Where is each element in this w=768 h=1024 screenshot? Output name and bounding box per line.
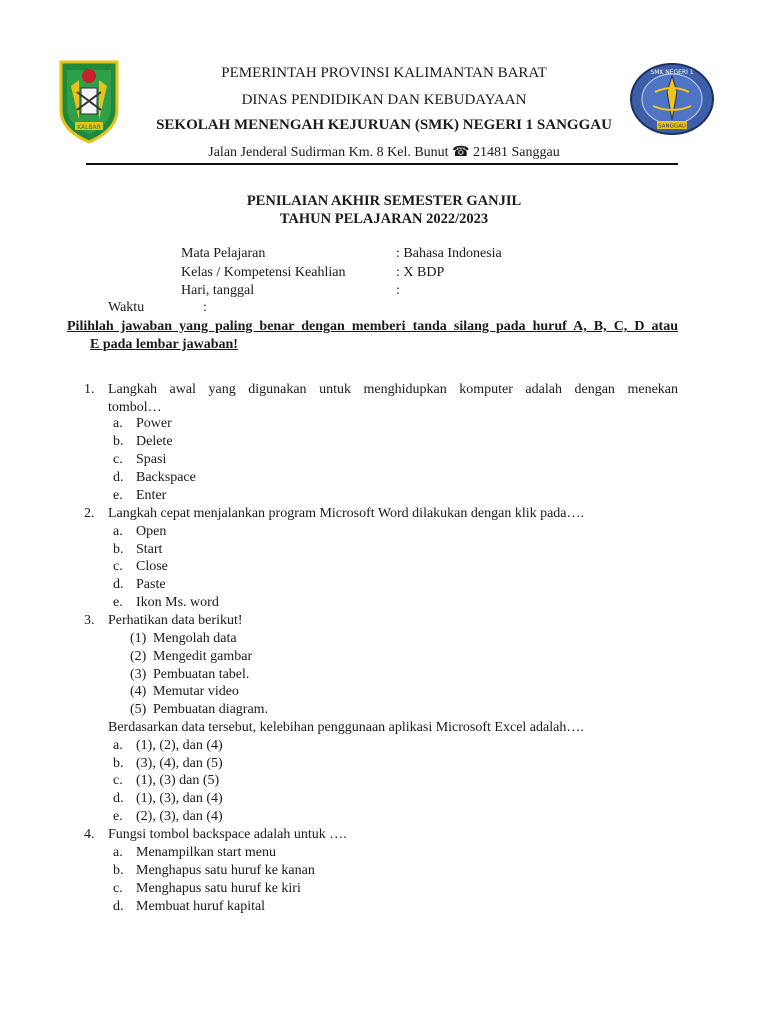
option-3d-text: (1), (3), dan (4) [136, 791, 223, 806]
option-letter: b. [113, 434, 124, 449]
letterhead-divider [86, 163, 678, 165]
option-2c-text: Close [136, 559, 168, 574]
option-1a-text: Power [136, 416, 172, 431]
question-3-number: 3. [84, 613, 95, 628]
address-postcode: 21481 Sanggau [473, 145, 560, 160]
data-item-3-text: Pembuatan tabel. [153, 667, 250, 682]
right-logo-top-text: SMK NEGERI 1 [650, 69, 694, 76]
question-3-prompt: Berdasarkan data tersebut, kelebihan penggunaan aplikasi Microsoft Excel adalah…. [108, 720, 584, 735]
day-label: Hari, tanggal [181, 283, 255, 298]
day-value: : [396, 283, 400, 298]
time-label: Waktu [108, 300, 145, 315]
data-item-4-num: (4) [130, 684, 147, 699]
option-1c-text: Spasi [136, 452, 167, 467]
option-3b: b. [113, 756, 124, 771]
question-2-text: Langkah cepat menjalankan program Microsoft Word dilakukan dengan klik pada…. [108, 506, 585, 521]
option-2a-text: Open [136, 524, 167, 539]
phone-icon: ☎ [452, 145, 470, 160]
option-4d: d. [113, 899, 124, 914]
data-item-4-text: Memutar video [153, 684, 239, 699]
option-1c [113, 452, 123, 468]
option-3d: d. [113, 791, 124, 806]
subject-value: : Bahasa Indonesia [396, 246, 502, 261]
subject-label: Mata Pelajaran [181, 246, 266, 261]
data-item-1-text: Mengolah data [153, 631, 237, 646]
option-2b: b. [113, 542, 124, 557]
option-1e-text: Enter [136, 488, 167, 503]
instruction-line2: E pada lembar jawaban! [90, 337, 238, 352]
question-3-text: Perhatikan data berikut! [108, 613, 243, 628]
option-letter: e. [113, 488, 123, 503]
letterhead-line1: PEMERINTAH PROVINSI KALIMANTAN BARAT [221, 65, 547, 81]
option-4b-text: Menghapus satu huruf ke kanan [136, 863, 315, 878]
option-1b-text: Delete [136, 434, 173, 449]
option-2e: e. [113, 595, 123, 610]
option-1e [113, 488, 123, 504]
option-3c-text: (1), (3) dan (5) [136, 773, 220, 788]
question-4-number: 4. [84, 827, 95, 842]
question-4-text: Fungsi tombol backspace adalah untuk …. [108, 827, 347, 842]
exam-year: TAHUN PELAJARAN 2022/2023 [279, 211, 489, 227]
option-3e: e. [113, 809, 123, 824]
data-item-5-num: (5) [130, 702, 147, 717]
data-item-2-text: Mengedit gambar [153, 649, 253, 664]
option-3a-text: (1), (2), dan (4) [136, 738, 223, 753]
option-2e-text: Ikon Ms. word [136, 595, 219, 610]
data-item-5-text: Pembuatan diagram. [153, 702, 269, 717]
option-1b [113, 434, 124, 450]
question-1 [84, 381, 678, 417]
option-1d [113, 470, 124, 486]
option-2d-text: Paste [136, 577, 166, 592]
letterhead-address [0, 144, 768, 161]
option-2d: d. [113, 577, 124, 592]
data-item-2-num: (2) [130, 649, 147, 664]
option-4c-text: Menghapus satu huruf ke kiri [136, 881, 301, 896]
option-4a: a. [113, 845, 123, 860]
option-3b-text: (3), (4), dan (5) [136, 756, 223, 771]
address-street: Jalan Jenderal Sudirman Km. 8 Kel. Bunut [208, 145, 449, 160]
option-4c: c. [113, 881, 123, 896]
question-text-cont: tombol… [108, 399, 162, 415]
option-letter: c. [113, 452, 123, 467]
data-item-1-num: (1) [130, 631, 147, 646]
option-3c: c. [113, 773, 123, 788]
class-value: : X BDP [396, 265, 445, 280]
data-item-3-num: (3) [130, 667, 147, 682]
exam-title: PENILAIAN AKHIR SEMESTER GANJIL [246, 193, 522, 209]
letterhead-line2: DINAS PENDIDIKAN DAN KEBUDAYAAN [241, 92, 527, 108]
option-1d-text: Backspace [136, 470, 196, 485]
option-4d-text: Membuat huruf kapital [136, 899, 266, 914]
option-2c: c. [113, 559, 123, 574]
option-4a-text: Menampilkan start menu [136, 845, 276, 860]
left-logo-text: KALBAR [77, 124, 101, 131]
option-letter: d. [113, 470, 124, 485]
question-number: 1. [84, 382, 95, 397]
question-text: Langkah awal yang digunakan untuk menghidupkan komputer adalah dengan menekan [108, 382, 678, 397]
class-label: Kelas / Kompetensi Keahlian [181, 265, 346, 280]
time-value: : [203, 300, 207, 315]
option-3a: a. [113, 738, 123, 753]
question-2-number: 2. [84, 506, 95, 521]
option-4b: b. [113, 863, 124, 878]
option-2a: a. [113, 524, 123, 539]
right-logo-bottom-text: SANGGAU [658, 123, 686, 130]
option-2b-text: Start [136, 542, 163, 557]
option-1a [113, 416, 123, 432]
letterhead-school-name: SEKOLAH MENENGAH KEJURUAN (SMK) NEGERI 1 SANGGAU [156, 117, 612, 133]
option-3e-text: (2), (3), dan (4) [136, 809, 223, 824]
option-letter: a. [113, 416, 123, 431]
instruction-line1: Pilihlah jawaban yang paling benar dengan memberi tanda silang pada huruf A, B, C, D atau [67, 319, 678, 334]
